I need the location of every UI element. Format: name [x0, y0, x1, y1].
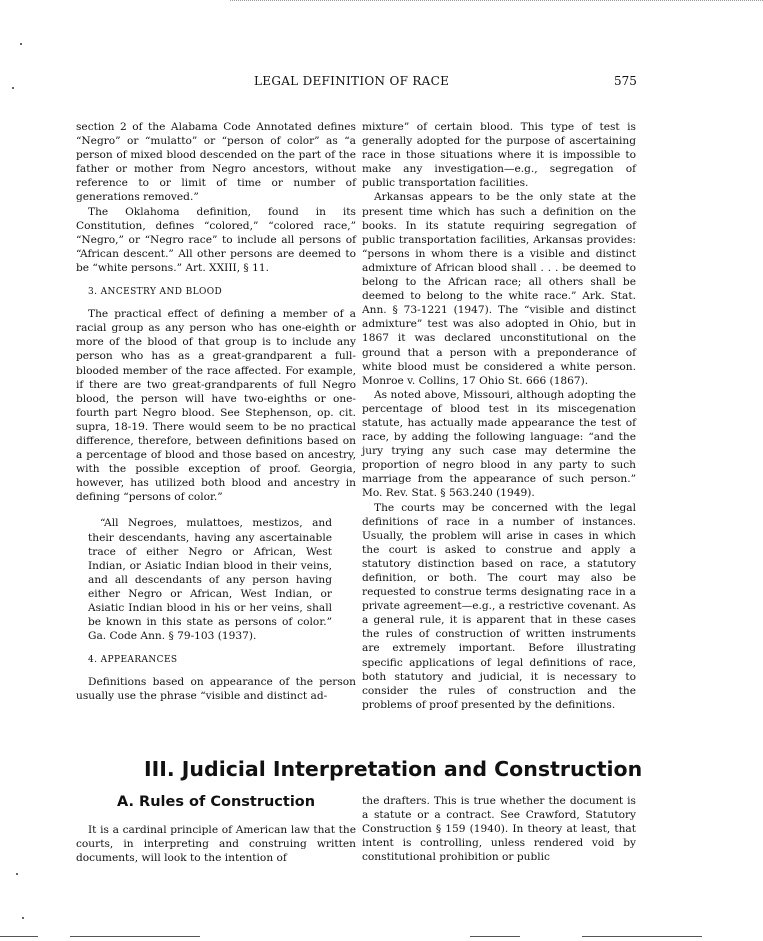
running-header [0, 74, 763, 90]
paragraph: mixture” of certain blood. This type of test is generally adopted for the purpose of ascertaining race in those situations where it is impossible to make any investigation—e.g., segregation of public transportation facilities. [362, 121, 636, 190]
paragraph: The courts may be concerned with the legal definitions of race in a number of instances. Usually, the problem will arise in cases in which the court is asked to construe and apply a statutory distinction based on race, a statutory definition, or both. The court may also be requested to construe terms designating race in a private agreement—e.g., a restrictive covenant. As a general rule, it is apparent that in these cases the rules of construction of written instruments are extremely important. Before illustrating specific applications of legal definitions of race, both statutory and judicial, it is necessary to consider the rules of construction and the problems of proof presented by the definitions. [362, 501, 636, 711]
scan-speck [22, 917, 24, 919]
paragraph: The practical effect of defining a member of a racial group as any person who has one-eighth or more of the blood of that group is to include any person who has as a great-grandparent a full-blooded member of the race affected. For example, if there are two great-grandparents of full Negro blood, the person will have two-eighths or one-fourth part Negro blood. See Stephenson, op. cit. supra, 18-19. There would seem to be no practical difference, therefore, between definitions based on a percentage of blood and those based on ancestry, with the possible exception of proof. Georgia, however, has utilized both blood and ancestry in defining “persons of color.” [76, 308, 356, 504]
bottom-edge-rule [582, 936, 702, 937]
section-heading: 3. ANCESTRY AND BLOOD [88, 287, 223, 298]
subsection-title: A. Rules of Construction [117, 794, 316, 810]
bottom-right-column [362, 794, 636, 864]
left-column [76, 120, 356, 704]
scan-speck [12, 87, 14, 89]
bottom-edge-rule [470, 936, 520, 937]
paragraph: It is a cardinal principle of American law that the courts, in interpreting and construing written documents, will look to the intention of [76, 824, 356, 865]
paragraph: the drafters. This is true whether the document is a statute or a contract. See Crawford, Statutory Construction § 159 (1940). In theory at least, that intent is controlling, unless rendered void by constitutional prohibition or public [362, 795, 636, 864]
scan-speck [20, 43, 22, 45]
paragraph: As noted above, Missouri, although adopting the percentage of blood test in its miscegenation statute, has actually made appearance the test of race, by adding the following language: “and the jury trying any such case may determine the proportion of negro blood in any party to such marriage from the appearance of such person.” Mo. Rev. Stat. § 563.240 (1949). [362, 388, 636, 500]
scan-speck [16, 873, 18, 875]
paragraph: Arkansas appears to be the only state at the present time which has such a definition on the books. In its statute requiring segregation of public transportation facilities, Arkansas provides: “persons in whom there is a visible and distinct admixture of African blood shall . . . be deemed to belong to the African race; all others shall be deemed to belong to the white race.” Ark. Stat. Ann. § 73-1221 (1947). The “visible and distinct admixture” test was also adopted in Ohio, but in 1867 it was declared unconstitutional on the ground that a person with a preponderance of white blood must be considered a white person. Monroe v. Collins, 17 Ohio St. 666 (1867). [362, 191, 636, 387]
section-heading: 4. APPEARANCES [88, 655, 178, 666]
top-dotted-rule [230, 0, 763, 4]
paragraph: Definitions based on appearance of the person usually use the phrase “visible and distinct ad- [76, 676, 356, 703]
page-number: 575 [614, 74, 637, 88]
bottom-edge-rule [0, 936, 38, 937]
bottom-edge-rule [70, 936, 200, 937]
bottom-left-column [76, 823, 356, 865]
right-column [362, 120, 636, 712]
block-quote: “All Negroes, mulattoes, mestizos, and their descendants, having any ascertainable trace of either Negro or African, West Indian, or Asiatic Indian blood in their veins, and all descendants of any person having either Negro or African, West Indian, or Asiatic Indian blood in his or her veins, shall be known in this state as persons of color.” Ga. Code Ann. § 79-103 (1937). [88, 517, 332, 643]
paragraph: section 2 of the Alabama Code Annotated defines “Negro” or “mulatto” or “person of color” as “a person of mixed blood descended on the part of the father or mother from Negro ancestors, without reference to or limit of time or number of generations removed.” [76, 121, 356, 204]
part-title: III. Judicial Interpretation and Construction [144, 757, 643, 781]
paragraph: The Oklahoma definition, found in its Constitution, defines “colored,” “colored race,” “Negro,” or “Negro race” to include all persons of “African descent.” All other persons are deemed to be “white persons.” Art. XXIII, § 11. [76, 205, 356, 274]
running-title: LEGAL DEFINITION OF RACE [254, 74, 450, 88]
